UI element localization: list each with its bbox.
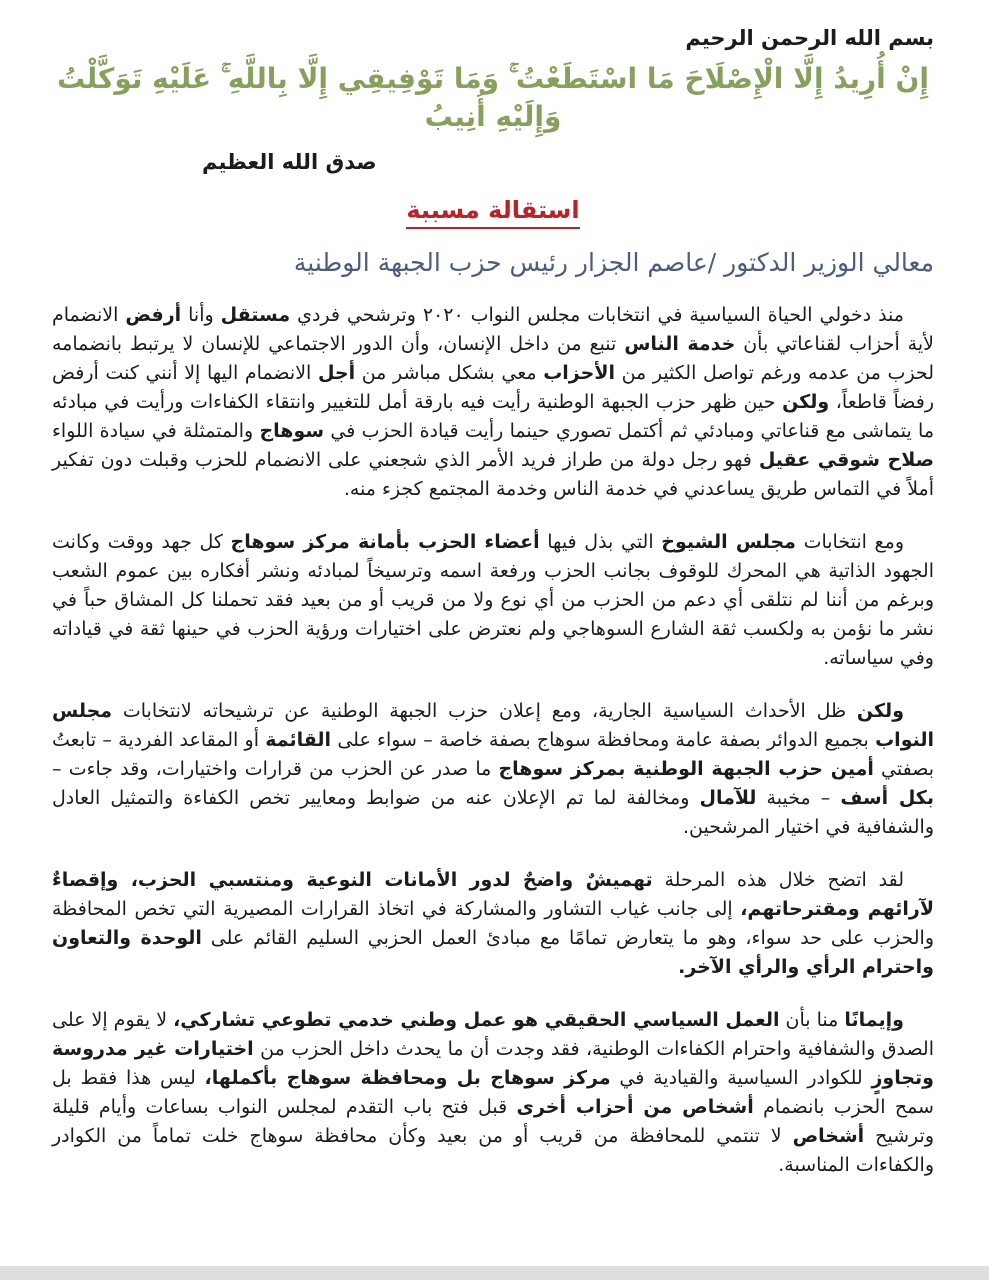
body-paragraph-1: منذ دخولي الحياة السياسية في انتخابات مجلس النواب ٢٠٢٠ وترشحي فردي مستقل وأنا أرفض الانضمام لأية أحزاب لقناعاتي بأن خدمة الناس تنبع من داخل الإنسان، وأن الدور الاجتماعي للإنسان لا يرتبط بانضمامه لحزب من عدمه ورغم تواصل الكثير من الأحزاب معي بشكل مباشر من أجل الانضمام اليها إلا أنني كنت أرفض رفضاً قاطعاً، ولكن حين ظهر حزب الجبهة الوطنية رأيت فيه بارقة أمل للتغيير وانتقاء الكفاءات ورأيت في مبادئه ما يتماشى مع قناعاتي ومبادئي ثم أكتمل تصوري حينما رأيت قيادة الحزب في سوهاج والمتمثلة في سيادة اللواء صلاح شوقي عقيل فهو رجل دولة من طراز فريد الأمر الذي شجعني على الانضمام للحزب وقبلت دون تفكير أملاً في التماس طريق يساعدني في خدمة الناس وخدمة المجتمع كجزء منه. xyxy=(52,304,934,501)
sadaq-allah-text: صدق الله العظيم xyxy=(202,149,377,174)
body-paragraph-5: وإيمانًا منا بأن العمل السياسي الحقيقي هو عمل وطني خدمي تطوعي تشاركي، لا يقوم إلا على الصدق والشفافية واحترام الكفاءات الوطنية، فقد وجدت أن ما يحدث داخل الحزب من اختيارات غير مدروسة وتجاوزٍ للكوادر السياسية والقيادية في مركز سوهاج بل ومحافظة سوهاج بأكملها، ليس هذا فقط بل سمح الحزب بانضمام أشخاص من أحزاب أخرى قبل فتح باب التقدم لمجلس النواب بساعات وأيام قليلة وترشيح أشخاص لا تنتمي للمحافظة من قريب أو من بعيد وكأن محافظة سوهاج خلت تماماً من الكوادر والكفاءات المناسبة. xyxy=(52,1009,934,1177)
body-paragraph-2: ومع انتخابات مجلس الشيوخ التي بذل فيها أعضاء الحزب بأمانة مركز سوهاج كل جهد ووقت وكانت الجهود الذاتية هي المحرك للوقوف بجانب الحزب ورفعة اسمه وترسيخاً لمبادئه ونشر أفكاره بين عموم الشعب وبرغم من أننا لم نتلقى أي دعم من الحزب من أي نوع ولا من قريب أو من بعيد فقد تحملنا كل المشاق حباً في نشر ما نؤمن به ولكسب ثقة الشارع السوهاجي ولم نعترض على اختيارات ورؤية الحزب في حينها ثقة في قياداته وفي سياساته. xyxy=(52,531,934,670)
body-paragraph-3: ولكن ظل الأحداث السياسية الجارية، ومع إعلان حزب الجبهة الوطنية عن ترشيحاته لانتخابات مجلس النواب بجميع الدوائر بصفة عامة ومحافظة سوهاج بصفة خاصة – سواء على القائمة أو المقاعد الفردية – تابعتُ بصفتي أمين حزب الجبهة الوطنية بمركز سوهاج ما صدر عن الحزب من قرارات واختيارات، وقد جاءت – بكل أسف – مخيبة للآمال ومخالفة لما تم الإعلان عنه من ضوابط ومعايير تخص الكفاءة والتمثيل العادل والشفافية في اختيار المرشحين. xyxy=(52,700,935,839)
addressee-line: معالي الوزير الدكتور /عاصم الجزار رئيس حزب الجبهة الوطنية xyxy=(293,247,934,277)
scan-bottom-edge xyxy=(0,1266,989,1280)
body-paragraph-4: لقد اتضح خلال هذه المرحلة تهميشٌ واضحٌ لدور الأمانات النوعية ومنتسبي الحزب، وإقصاءٌ لآرائهم ومقترحاتهم، إلى جانب غياب التشاور والمشاركة في اتخاذ القرارات المصيرية التي تخص المحافظة والحزب على حد سواء، وهو ما يتعارض تمامًا مع مبادئ العمل الحزبي السليم القائم على الوحدة والتعاون واحترام الرأي والرأي الآخر. xyxy=(52,869,934,979)
letter-body xyxy=(52,301,934,1180)
title-row xyxy=(52,196,934,229)
document-title: استقالة مسببة xyxy=(406,196,579,229)
basmala-text: بسم الله الرحمن الرحيم xyxy=(685,26,934,50)
quran-verse: إِنْ أُرِيدُ إِلَّا الْإِصْلَاحَ مَا اسْتَطَعْتُ ۚ وَمَا تَوْفِيقِي إِلَّا بِاللَّهِ ۚ عَلَيْهِ تَوَكَّلْتُ وَإِلَيْهِ أُنِيبُ xyxy=(56,62,929,133)
